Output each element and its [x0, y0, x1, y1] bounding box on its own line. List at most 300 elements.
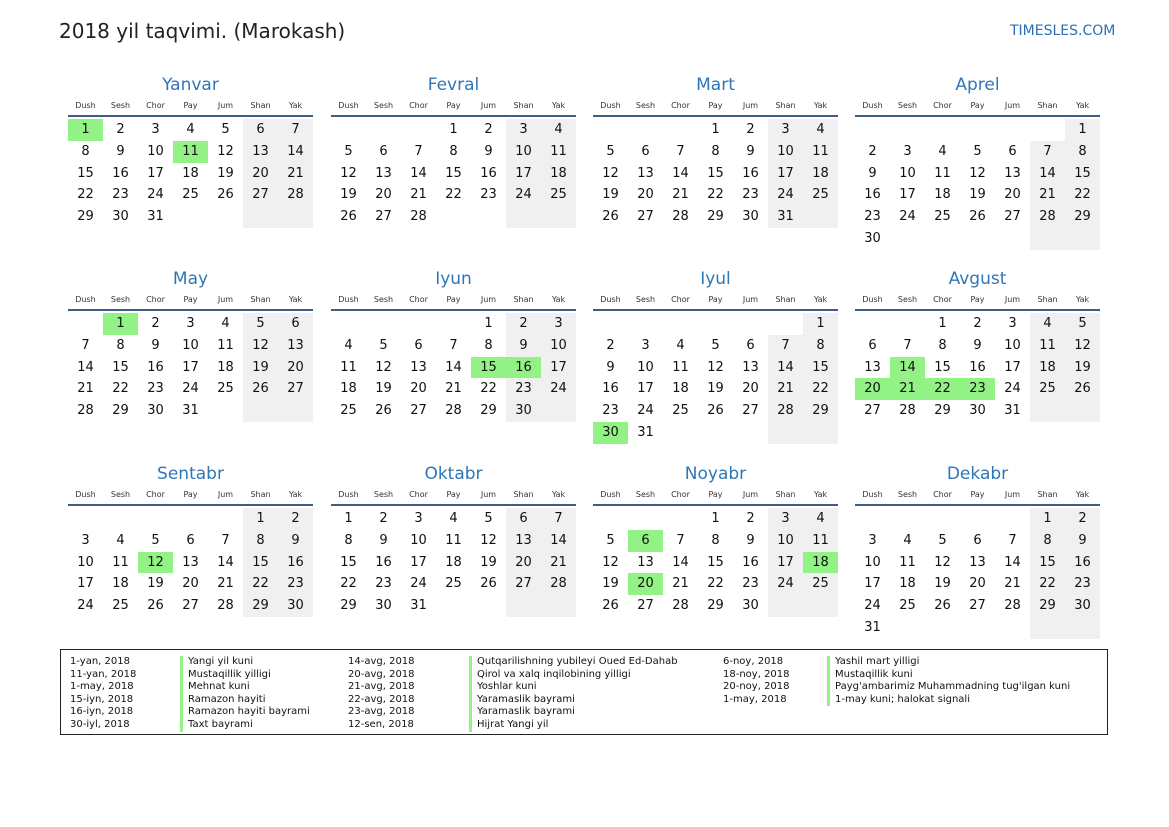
- day-cell[interactable]: 13: [637, 165, 654, 181]
- day-cell[interactable]: 4: [1030, 313, 1065, 335]
- day-cell[interactable]: 2: [1065, 508, 1100, 530]
- day-cell[interactable]: 11: [899, 554, 916, 570]
- day-cell[interactable]: 12: [375, 359, 392, 375]
- day-cell[interactable]: 16: [480, 165, 497, 181]
- day-cell[interactable]: 4: [186, 122, 195, 137]
- day-cell[interactable]: 13: [182, 554, 199, 570]
- day-cell[interactable]: 23: [864, 209, 881, 225]
- day-cell[interactable]: 15: [77, 165, 94, 181]
- day-cell[interactable]: 18: [1030, 357, 1065, 379]
- holiday-day-cell[interactable]: 21: [890, 378, 925, 400]
- day-cell[interactable]: 28: [410, 209, 427, 225]
- day-cell[interactable]: 18: [672, 381, 689, 397]
- day-cell[interactable]: 15: [707, 554, 724, 570]
- day-cell[interactable]: 8: [803, 335, 838, 357]
- day-cell[interactable]: 31: [147, 209, 164, 225]
- day-cell[interactable]: 17: [899, 187, 916, 203]
- day-cell[interactable]: 16: [112, 165, 129, 181]
- day-cell[interactable]: 20: [375, 187, 392, 203]
- day-cell[interactable]: 10: [899, 165, 916, 181]
- day-cell[interactable]: 19: [340, 187, 357, 203]
- day-cell[interactable]: 24: [864, 598, 881, 614]
- day-cell[interactable]: 24: [147, 187, 164, 203]
- day-cell[interactable]: 19: [707, 381, 724, 397]
- day-cell[interactable]: 27: [637, 598, 654, 614]
- day-cell[interactable]: 1: [1065, 119, 1100, 141]
- day-cell[interactable]: 9: [506, 335, 541, 357]
- day-cell[interactable]: 7: [903, 337, 912, 353]
- day-cell[interactable]: 21: [278, 163, 313, 185]
- day-cell[interactable]: 29: [77, 209, 94, 225]
- day-cell[interactable]: 6: [278, 313, 313, 335]
- day-cell[interactable]: 16: [742, 165, 759, 181]
- day-cell[interactable]: 25: [672, 403, 689, 419]
- holiday-day-cell[interactable]: 18: [803, 552, 838, 574]
- day-cell[interactable]: 17: [1004, 359, 1021, 375]
- holiday-day-cell[interactable]: 20: [628, 573, 663, 595]
- day-cell[interactable]: 22: [707, 187, 724, 203]
- day-cell[interactable]: 22: [77, 187, 94, 203]
- day-cell[interactable]: 14: [541, 530, 576, 552]
- day-cell[interactable]: 30: [742, 209, 759, 225]
- day-cell[interactable]: 20: [1004, 187, 1021, 203]
- day-cell[interactable]: 23: [742, 187, 759, 203]
- day-cell[interactable]: 4: [938, 143, 947, 159]
- day-cell[interactable]: 4: [344, 337, 353, 353]
- day-cell[interactable]: 2: [973, 316, 982, 331]
- day-cell[interactable]: 28: [77, 403, 94, 419]
- day-cell[interactable]: 9: [868, 165, 877, 181]
- day-cell[interactable]: 30: [375, 598, 392, 614]
- day-cell[interactable]: 14: [672, 165, 689, 181]
- day-cell[interactable]: 26: [969, 209, 986, 225]
- day-cell[interactable]: 15: [243, 552, 278, 574]
- day-cell[interactable]: 14: [768, 357, 803, 379]
- day-cell[interactable]: 18: [934, 187, 951, 203]
- day-cell[interactable]: 26: [480, 576, 497, 592]
- day-cell[interactable]: 22: [1065, 184, 1100, 206]
- day-cell[interactable]: 10: [541, 335, 576, 357]
- day-cell[interactable]: 12: [217, 143, 234, 159]
- day-cell[interactable]: 6: [1008, 143, 1017, 159]
- day-cell[interactable]: 17: [506, 163, 541, 185]
- day-cell[interactable]: 6: [506, 508, 541, 530]
- day-cell[interactable]: 6: [414, 337, 423, 353]
- day-cell[interactable]: 2: [746, 122, 755, 137]
- day-cell[interactable]: 18: [340, 381, 357, 397]
- day-cell[interactable]: 13: [742, 359, 759, 375]
- day-cell[interactable]: 2: [116, 122, 125, 137]
- day-cell[interactable]: 20: [182, 576, 199, 592]
- day-cell[interactable]: 26: [147, 598, 164, 614]
- day-cell[interactable]: 7: [221, 532, 230, 548]
- day-cell[interactable]: 25: [217, 381, 234, 397]
- day-cell[interactable]: 26: [602, 209, 619, 225]
- day-cell[interactable]: 11: [217, 337, 234, 353]
- day-cell[interactable]: 19: [480, 554, 497, 570]
- day-cell[interactable]: 9: [379, 532, 388, 548]
- day-cell[interactable]: 20: [410, 381, 427, 397]
- day-cell[interactable]: 7: [278, 119, 313, 141]
- day-cell[interactable]: 4: [449, 511, 458, 526]
- day-cell[interactable]: 14: [672, 554, 689, 570]
- day-cell[interactable]: 25: [182, 187, 199, 203]
- day-cell[interactable]: 22: [1030, 573, 1065, 595]
- day-cell[interactable]: 8: [116, 337, 125, 353]
- day-cell[interactable]: 30: [864, 230, 881, 246]
- day-cell[interactable]: 19: [969, 187, 986, 203]
- day-cell[interactable]: 30: [742, 598, 759, 614]
- day-cell[interactable]: 10: [410, 532, 427, 548]
- day-cell[interactable]: 19: [375, 381, 392, 397]
- day-cell[interactable]: 11: [803, 141, 838, 163]
- day-cell[interactable]: 21: [672, 576, 689, 592]
- day-cell[interactable]: 29: [480, 403, 497, 419]
- day-cell[interactable]: 25: [541, 184, 576, 206]
- day-cell[interactable]: 1: [803, 313, 838, 335]
- day-cell[interactable]: 5: [938, 532, 947, 548]
- day-cell[interactable]: 20: [506, 552, 541, 574]
- day-cell[interactable]: 31: [182, 403, 199, 419]
- day-cell[interactable]: 26: [1065, 378, 1100, 400]
- day-cell[interactable]: 14: [77, 359, 94, 375]
- day-cell[interactable]: 25: [899, 598, 916, 614]
- holiday-day-cell[interactable]: 22: [925, 378, 960, 400]
- day-cell[interactable]: 26: [243, 378, 278, 400]
- day-cell[interactable]: 6: [243, 119, 278, 141]
- day-cell[interactable]: 11: [672, 359, 689, 375]
- day-cell[interactable]: 8: [484, 337, 493, 353]
- day-cell[interactable]: 23: [742, 576, 759, 592]
- day-cell[interactable]: 5: [151, 532, 160, 548]
- day-cell[interactable]: 12: [969, 165, 986, 181]
- day-cell[interactable]: 15: [445, 165, 462, 181]
- day-cell[interactable]: 20: [243, 163, 278, 185]
- day-cell[interactable]: 23: [112, 187, 129, 203]
- day-cell[interactable]: 28: [672, 209, 689, 225]
- day-cell[interactable]: 11: [1030, 335, 1065, 357]
- day-cell[interactable]: 13: [506, 530, 541, 552]
- day-cell[interactable]: 14: [410, 165, 427, 181]
- day-cell[interactable]: 19: [1065, 357, 1100, 379]
- day-cell[interactable]: 3: [151, 122, 160, 137]
- day-cell[interactable]: 30: [506, 400, 541, 422]
- day-cell[interactable]: 27: [182, 598, 199, 614]
- day-cell[interactable]: 27: [1004, 209, 1021, 225]
- day-cell[interactable]: 8: [711, 532, 720, 548]
- day-cell[interactable]: 28: [1030, 206, 1065, 228]
- day-cell[interactable]: 26: [375, 403, 392, 419]
- day-cell[interactable]: 14: [1004, 554, 1021, 570]
- day-cell[interactable]: 1: [1030, 508, 1065, 530]
- day-cell[interactable]: 13: [243, 141, 278, 163]
- day-cell[interactable]: 15: [707, 165, 724, 181]
- day-cell[interactable]: 26: [707, 403, 724, 419]
- day-cell[interactable]: 25: [445, 576, 462, 592]
- day-cell[interactable]: 30: [969, 403, 986, 419]
- day-cell[interactable]: 24: [1004, 381, 1021, 397]
- day-cell[interactable]: 23: [278, 573, 313, 595]
- day-cell[interactable]: 24: [506, 184, 541, 206]
- day-cell[interactable]: 29: [707, 209, 724, 225]
- day-cell[interactable]: 26: [934, 598, 951, 614]
- holiday-day-cell[interactable]: 11: [173, 141, 208, 163]
- day-cell[interactable]: 27: [637, 209, 654, 225]
- day-cell[interactable]: 18: [803, 163, 838, 185]
- day-cell[interactable]: 11: [934, 165, 951, 181]
- day-cell[interactable]: 10: [506, 141, 541, 163]
- day-cell[interactable]: 9: [1065, 530, 1100, 552]
- day-cell[interactable]: 8: [81, 143, 90, 159]
- day-cell[interactable]: 27: [506, 573, 541, 595]
- day-cell[interactable]: 5: [243, 313, 278, 335]
- day-cell[interactable]: 9: [116, 143, 125, 159]
- day-cell[interactable]: 21: [768, 378, 803, 400]
- day-cell[interactable]: 24: [899, 209, 916, 225]
- day-cell[interactable]: 6: [379, 143, 388, 159]
- day-cell[interactable]: 6: [973, 532, 982, 548]
- day-cell[interactable]: 20: [278, 357, 313, 379]
- day-cell[interactable]: 29: [340, 598, 357, 614]
- day-cell[interactable]: 9: [278, 530, 313, 552]
- day-cell[interactable]: 24: [77, 598, 94, 614]
- day-cell[interactable]: 13: [1004, 165, 1021, 181]
- day-cell[interactable]: 18: [541, 163, 576, 185]
- day-cell[interactable]: 20: [637, 187, 654, 203]
- day-cell[interactable]: 2: [868, 143, 877, 159]
- day-cell[interactable]: 12: [1065, 335, 1100, 357]
- day-cell[interactable]: 28: [1004, 598, 1021, 614]
- day-cell[interactable]: 16: [147, 359, 164, 375]
- day-cell[interactable]: 5: [1065, 313, 1100, 335]
- day-cell[interactable]: 24: [768, 573, 803, 595]
- day-cell[interactable]: 12: [480, 532, 497, 548]
- holiday-day-cell[interactable]: 12: [138, 552, 173, 574]
- day-cell[interactable]: 21: [672, 187, 689, 203]
- day-cell[interactable]: 5: [344, 143, 353, 159]
- day-cell[interactable]: 12: [707, 359, 724, 375]
- day-cell[interactable]: 3: [641, 337, 650, 353]
- day-cell[interactable]: 11: [445, 532, 462, 548]
- day-cell[interactable]: 28: [899, 403, 916, 419]
- day-cell[interactable]: 3: [81, 532, 90, 548]
- day-cell[interactable]: 2: [484, 122, 493, 137]
- holiday-day-cell[interactable]: 23: [960, 378, 995, 400]
- day-cell[interactable]: 20: [969, 576, 986, 592]
- day-cell[interactable]: 23: [1065, 573, 1100, 595]
- day-cell[interactable]: 24: [410, 576, 427, 592]
- day-cell[interactable]: 21: [217, 576, 234, 592]
- day-cell[interactable]: 8: [344, 532, 353, 548]
- day-cell[interactable]: 3: [868, 532, 877, 548]
- holiday-day-cell[interactable]: 1: [68, 119, 103, 141]
- day-cell[interactable]: 19: [602, 187, 619, 203]
- day-cell[interactable]: 1: [449, 122, 458, 137]
- day-cell[interactable]: 21: [541, 552, 576, 574]
- day-cell[interactable]: 10: [768, 530, 803, 552]
- day-cell[interactable]: 9: [606, 359, 615, 375]
- day-cell[interactable]: 2: [746, 511, 755, 526]
- day-cell[interactable]: 3: [768, 508, 803, 530]
- day-cell[interactable]: 28: [541, 573, 576, 595]
- day-cell[interactable]: 12: [602, 165, 619, 181]
- day-cell[interactable]: 5: [606, 143, 615, 159]
- day-cell[interactable]: 31: [864, 619, 881, 635]
- day-cell[interactable]: 19: [602, 576, 619, 592]
- day-cell[interactable]: 27: [375, 209, 392, 225]
- day-cell[interactable]: 8: [1065, 141, 1100, 163]
- day-cell[interactable]: 4: [676, 337, 685, 353]
- day-cell[interactable]: 18: [899, 576, 916, 592]
- day-cell[interactable]: 13: [410, 359, 427, 375]
- day-cell[interactable]: 4: [803, 508, 838, 530]
- day-cell[interactable]: 7: [676, 143, 685, 159]
- day-cell[interactable]: 23: [147, 381, 164, 397]
- day-cell[interactable]: 22: [340, 576, 357, 592]
- day-cell[interactable]: 8: [711, 143, 720, 159]
- day-cell[interactable]: 23: [375, 576, 392, 592]
- day-cell[interactable]: 17: [768, 163, 803, 185]
- day-cell[interactable]: 19: [934, 576, 951, 592]
- day-cell[interactable]: 1: [344, 511, 353, 526]
- day-cell[interactable]: 22: [480, 381, 497, 397]
- day-cell[interactable]: 13: [375, 165, 392, 181]
- day-cell[interactable]: 20: [742, 381, 759, 397]
- day-cell[interactable]: 19: [217, 165, 234, 181]
- day-cell[interactable]: 6: [746, 337, 755, 353]
- day-cell[interactable]: 7: [541, 508, 576, 530]
- day-cell[interactable]: 11: [340, 359, 357, 375]
- day-cell[interactable]: 5: [221, 122, 230, 137]
- day-cell[interactable]: 13: [637, 554, 654, 570]
- day-cell[interactable]: 25: [934, 209, 951, 225]
- day-cell[interactable]: 26: [340, 209, 357, 225]
- day-cell[interactable]: 25: [112, 598, 129, 614]
- day-cell[interactable]: 2: [151, 316, 160, 331]
- day-cell[interactable]: 5: [484, 511, 493, 526]
- day-cell[interactable]: 3: [903, 143, 912, 159]
- day-cell[interactable]: 28: [278, 184, 313, 206]
- day-cell[interactable]: 6: [868, 337, 877, 353]
- day-cell[interactable]: 30: [147, 403, 164, 419]
- day-cell[interactable]: 7: [81, 337, 90, 353]
- day-cell[interactable]: 17: [182, 359, 199, 375]
- day-cell[interactable]: 17: [147, 165, 164, 181]
- day-cell[interactable]: 12: [934, 554, 951, 570]
- day-cell[interactable]: 29: [243, 595, 278, 617]
- day-cell[interactable]: 18: [182, 165, 199, 181]
- day-cell[interactable]: 9: [973, 337, 982, 353]
- day-cell[interactable]: 8: [243, 530, 278, 552]
- day-cell[interactable]: 4: [221, 316, 230, 331]
- day-cell[interactable]: 16: [375, 554, 392, 570]
- day-cell[interactable]: 11: [803, 530, 838, 552]
- day-cell[interactable]: 27: [243, 184, 278, 206]
- day-cell[interactable]: 22: [243, 573, 278, 595]
- day-cell[interactable]: 21: [1030, 184, 1065, 206]
- day-cell[interactable]: 26: [217, 187, 234, 203]
- day-cell[interactable]: 17: [410, 554, 427, 570]
- day-cell[interactable]: 29: [112, 403, 129, 419]
- day-cell[interactable]: 10: [864, 554, 881, 570]
- day-cell[interactable]: 5: [606, 532, 615, 548]
- day-cell[interactable]: 22: [112, 381, 129, 397]
- day-cell[interactable]: 3: [414, 511, 423, 526]
- day-cell[interactable]: 19: [243, 357, 278, 379]
- day-cell[interactable]: 2: [278, 508, 313, 530]
- day-cell[interactable]: 27: [278, 378, 313, 400]
- day-cell[interactable]: 15: [934, 359, 951, 375]
- day-cell[interactable]: 9: [151, 337, 160, 353]
- day-cell[interactable]: 29: [1065, 206, 1100, 228]
- site-link[interactable]: TIMESLES.COM: [1010, 23, 1116, 39]
- day-cell[interactable]: 22: [445, 187, 462, 203]
- day-cell[interactable]: 4: [541, 119, 576, 141]
- day-cell[interactable]: 27: [410, 403, 427, 419]
- day-cell[interactable]: 17: [768, 552, 803, 574]
- day-cell[interactable]: 4: [803, 119, 838, 141]
- day-cell[interactable]: 12: [602, 554, 619, 570]
- day-cell[interactable]: 25: [803, 184, 838, 206]
- day-cell[interactable]: 22: [803, 378, 838, 400]
- day-cell[interactable]: 7: [676, 532, 685, 548]
- holiday-day-cell[interactable]: 1: [103, 313, 138, 335]
- day-cell[interactable]: 21: [410, 187, 427, 203]
- day-cell[interactable]: 1: [711, 511, 720, 526]
- day-cell[interactable]: 11: [112, 554, 129, 570]
- day-cell[interactable]: 27: [864, 403, 881, 419]
- day-cell[interactable]: 31: [768, 206, 803, 228]
- day-cell[interactable]: 16: [864, 187, 881, 203]
- day-cell[interactable]: 16: [742, 554, 759, 570]
- day-cell[interactable]: 8: [449, 143, 458, 159]
- day-cell[interactable]: 18: [112, 576, 129, 592]
- day-cell[interactable]: 23: [480, 187, 497, 203]
- day-cell[interactable]: 30: [112, 209, 129, 225]
- day-cell[interactable]: 4: [116, 532, 125, 548]
- day-cell[interactable]: 7: [1030, 141, 1065, 163]
- day-cell[interactable]: 16: [969, 359, 986, 375]
- day-cell[interactable]: 18: [445, 554, 462, 570]
- day-cell[interactable]: 16: [278, 552, 313, 574]
- day-cell[interactable]: 28: [672, 598, 689, 614]
- day-cell[interactable]: 16: [1065, 552, 1100, 574]
- day-cell[interactable]: 30: [278, 595, 313, 617]
- day-cell[interactable]: 29: [707, 598, 724, 614]
- day-cell[interactable]: 10: [182, 337, 199, 353]
- day-cell[interactable]: 1: [484, 316, 493, 331]
- holiday-day-cell[interactable]: 16: [506, 357, 541, 379]
- day-cell[interactable]: 27: [742, 403, 759, 419]
- day-cell[interactable]: 15: [112, 359, 129, 375]
- day-cell[interactable]: 28: [445, 403, 462, 419]
- day-cell[interactable]: 24: [541, 378, 576, 400]
- day-cell[interactable]: 9: [484, 143, 493, 159]
- day-cell[interactable]: 14: [217, 554, 234, 570]
- day-cell[interactable]: 10: [147, 143, 164, 159]
- day-cell[interactable]: 24: [768, 184, 803, 206]
- day-cell[interactable]: 29: [1030, 595, 1065, 617]
- day-cell[interactable]: 3: [506, 119, 541, 141]
- day-cell[interactable]: 5: [973, 143, 982, 159]
- day-cell[interactable]: 19: [147, 576, 164, 592]
- day-cell[interactable]: 3: [541, 313, 576, 335]
- day-cell[interactable]: 29: [934, 403, 951, 419]
- day-cell[interactable]: 22: [707, 576, 724, 592]
- day-cell[interactable]: 1: [243, 508, 278, 530]
- day-cell[interactable]: 4: [903, 532, 912, 548]
- holiday-day-cell[interactable]: 20: [855, 378, 890, 400]
